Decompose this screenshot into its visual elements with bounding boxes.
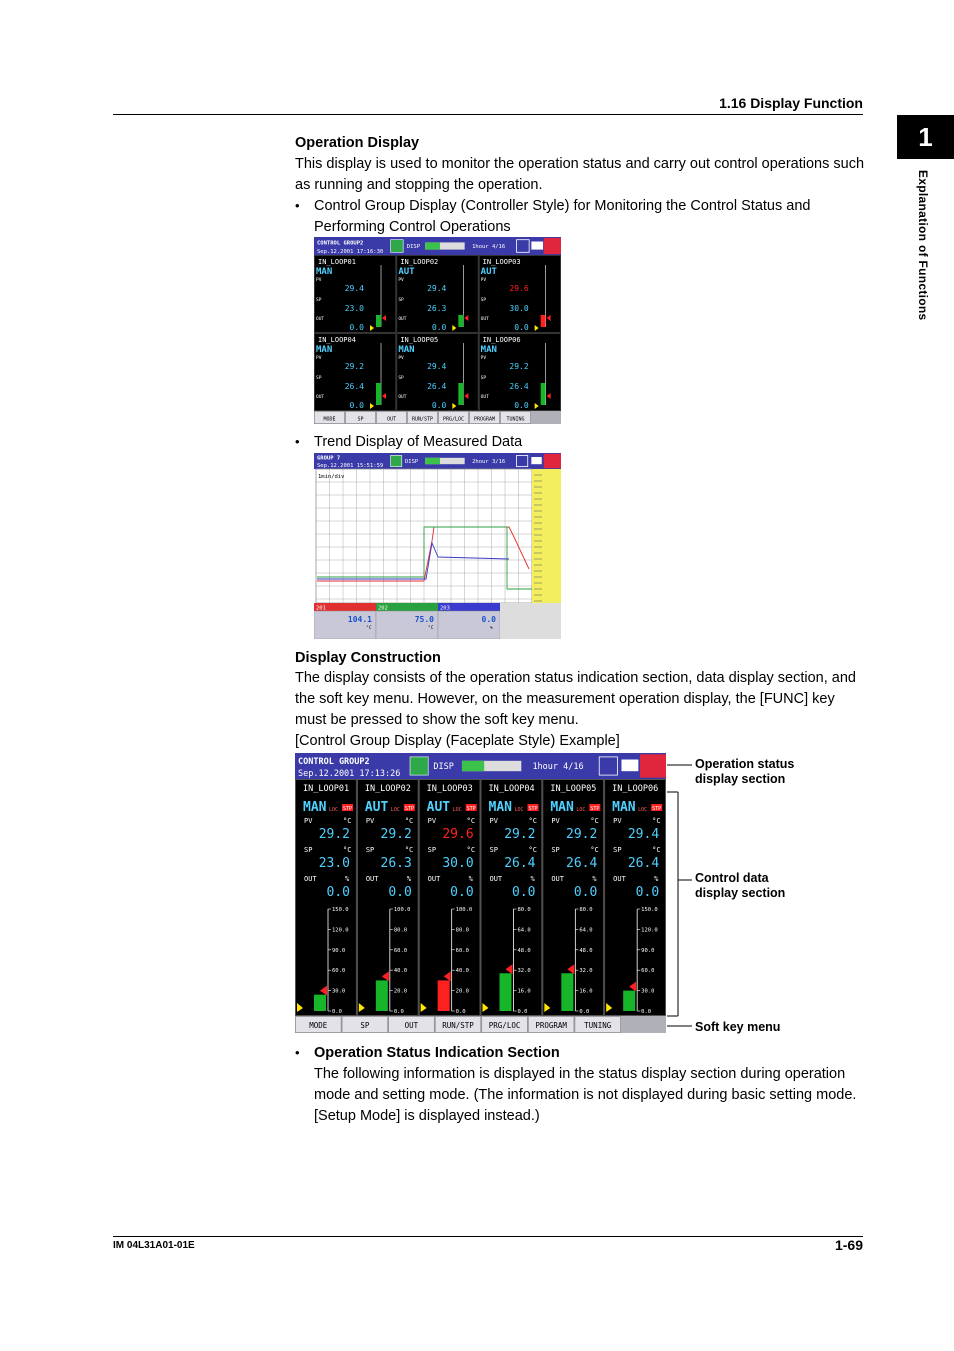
mail-icon <box>621 760 638 772</box>
pv-unit: °C <box>404 817 414 825</box>
out-label: OUT <box>427 875 441 883</box>
hour-page: 1hour 4/16 <box>472 244 506 251</box>
pv-unit: °C <box>590 817 599 825</box>
channel-unit: °C <box>366 626 372 631</box>
sp-unit: °C <box>652 846 661 854</box>
sp-value: 26.3 <box>380 856 412 871</box>
pv-unit: °C <box>466 817 476 825</box>
pv-label: PV <box>316 356 322 361</box>
memory-bar-fill <box>425 458 440 464</box>
softkey-label: OUT <box>386 416 397 423</box>
annotation-softkey: Soft key menu <box>695 1020 781 1034</box>
pv-label: PV <box>551 817 560 825</box>
softkey-label: PROGRAM <box>473 416 496 423</box>
pv-label: PV <box>365 817 375 825</box>
softkey-label: SP <box>357 416 364 423</box>
pv-label: PV <box>613 817 622 825</box>
softkey-label: MODE <box>323 416 336 423</box>
sp-label: SP <box>551 846 560 854</box>
display-construction-heading: Display Construction <box>295 650 441 666</box>
status-section-body: The following information is displayed in the status display section during operation mode and setting mode. (The information is not displayed during basic setting mode. [Setup Mode] is displayed instead.) <box>314 1066 857 1124</box>
loop-mode: AUT <box>364 800 389 815</box>
stp-tag: STP <box>590 806 600 812</box>
loop-name: IN_LOOP05 <box>550 784 597 794</box>
pv-value: 29.4 <box>627 827 660 842</box>
output-bar <box>541 383 546 405</box>
sp-value: 30.0 <box>509 304 529 313</box>
softkey-label: SP <box>360 1021 370 1031</box>
annotation-control: Control data display section <box>695 871 786 900</box>
pv-value: 29.2 <box>344 362 364 371</box>
out-value: 0.0 <box>431 323 447 332</box>
bullet-mark: • <box>295 434 300 449</box>
doc-id: IM 04L31A01-01E <box>113 1240 195 1251</box>
scale-tick-label: 0.0 <box>579 1009 590 1015</box>
out-unit: % <box>592 875 597 883</box>
softkey-label: RUN/STP <box>442 1021 474 1031</box>
out-value: 0.0 <box>326 885 350 900</box>
loop-mode: MAN <box>612 800 636 815</box>
control-group-screenshot <box>314 237 561 424</box>
bullet-trend-display: Trend Display of Measured Data <box>314 434 523 450</box>
out-value: 0.0 <box>573 885 598 900</box>
softkey-label: MODE <box>309 1021 328 1031</box>
stp-tag: STP <box>528 806 538 812</box>
pv-label: PV <box>427 817 437 825</box>
sp-value: 26.4 <box>566 856 598 871</box>
pv-label: PV <box>304 817 313 825</box>
out-label: OUT <box>398 395 407 400</box>
channel-id: 201 <box>316 605 326 612</box>
scale-tick-label: 0.0 <box>641 1009 652 1015</box>
scale-tick-label: 120.0 <box>332 927 349 934</box>
out-label: OUT <box>365 875 379 883</box>
disp-label: DISP <box>406 244 421 251</box>
loop-name: IN_LOOP06 <box>612 784 659 794</box>
out-value: 0.0 <box>450 885 474 900</box>
scale-tick-label: 90.0 <box>332 947 346 954</box>
sp-label: SP <box>365 846 375 854</box>
scale-tick-label: 48.0 <box>517 947 531 954</box>
pv-unit: °C <box>343 817 352 825</box>
scale-tick-label: 90.0 <box>641 947 655 954</box>
out-value: 0.0 <box>514 323 529 332</box>
pv-value: 29.2 <box>504 827 536 842</box>
scale-tick-label: 60.0 <box>455 947 469 954</box>
time-scale-label: 1min/div <box>318 474 345 480</box>
loop-mode: MAN <box>398 345 415 355</box>
mail-icon <box>531 242 543 250</box>
scale-tick-label: 16.0 <box>579 988 593 995</box>
channel-value: 104.1 <box>347 615 372 624</box>
scale-tick-label: 100.0 <box>393 907 411 913</box>
output-bar <box>458 315 463 327</box>
loop-mode: MAN <box>550 800 574 815</box>
out-label: OUT <box>480 317 489 322</box>
scale-tick-label: 100.0 <box>455 907 473 913</box>
group-title: GROUP 7 <box>317 455 341 462</box>
annotation-status: Operation status display section <box>695 757 795 786</box>
group-title: CONTROL GROUP2 <box>317 240 364 247</box>
output-bar <box>623 991 635 1011</box>
loop-mode: MAN <box>303 800 327 815</box>
sp-value: 23.0 <box>344 304 364 313</box>
output-bar <box>376 980 388 1011</box>
scale-tick-label: 32.0 <box>579 968 593 975</box>
scale-tick-label: 30.0 <box>332 988 346 995</box>
date-time: Sep.12.2001 15:51:59 <box>317 463 384 470</box>
output-bar <box>376 315 381 327</box>
pv-value: 29.2 <box>318 827 350 842</box>
softkey-label: PRG/LOC <box>488 1021 521 1031</box>
loop-name: IN_LOOP03 <box>482 258 521 266</box>
scale-tick-label: 150.0 <box>641 907 658 913</box>
loc-tag: LOC <box>390 807 400 813</box>
section-title: 1.16 Display Function <box>719 95 863 111</box>
bullet-mark: • <box>295 1045 300 1060</box>
output-bar <box>314 995 326 1011</box>
out-label: OUT <box>316 395 325 400</box>
sp-value: 26.4 <box>504 856 536 871</box>
disp-label: DISP <box>404 458 419 465</box>
scale-tick-label: 64.0 <box>579 927 593 934</box>
loop-name: IN_LOOP06 <box>482 336 521 344</box>
operation-display-heading: Operation Display <box>295 135 420 151</box>
sp-label: SP <box>316 298 322 303</box>
sp-label: SP <box>613 846 622 854</box>
out-label: OUT <box>480 395 489 400</box>
group-title: CONTROL GROUP2 <box>298 756 370 767</box>
scale-tick-label: 0.0 <box>393 1009 404 1015</box>
output-bar <box>376 383 381 405</box>
pv-unit: °C <box>652 817 661 825</box>
pv-value: 29.6 <box>442 827 474 842</box>
memory-bar-fill <box>425 242 440 249</box>
softkey-label: TUNING <box>584 1021 612 1031</box>
pv-label: PV <box>489 817 498 825</box>
out-unit: % <box>406 875 412 883</box>
pv-value: 29.4 <box>427 284 447 293</box>
softkey-label: PRG/LOC <box>442 416 465 423</box>
mail-icon <box>531 457 541 464</box>
loop-name: IN_LOOP05 <box>400 336 439 344</box>
out-value: 0.0 <box>635 885 660 900</box>
sp-unit: °C <box>528 846 537 854</box>
hour-page: 2hour 3/16 <box>472 458 506 465</box>
scale-tick-label: 150.0 <box>332 907 349 913</box>
loop-mode: AUT <box>398 267 415 277</box>
faceplate-example-caption: [Control Group Display (Faceplate Style) Example] <box>295 733 620 749</box>
chapter-tab: 1 <box>897 115 954 159</box>
scale-tick-label: 80.0 <box>393 927 408 934</box>
channel-unit: °C <box>428 626 434 631</box>
side-label: Explanation of Functions <box>916 170 930 321</box>
out-value: 0.0 <box>514 401 529 410</box>
scale-tick-label: 64.0 <box>517 927 531 934</box>
sp-value: 26.4 <box>427 382 447 391</box>
trend-icon <box>410 757 428 775</box>
softkey-label: PROGRAM <box>535 1021 567 1031</box>
output-bar <box>541 315 546 327</box>
stp-tag: STP <box>466 806 476 812</box>
loop-name: IN_LOOP02 <box>400 258 439 266</box>
sp-label: SP <box>480 376 487 381</box>
out-label: OUT <box>316 317 325 322</box>
out-label: OUT <box>304 875 317 883</box>
faceplate-screenshot <box>295 753 666 1033</box>
trend-icon <box>391 455 402 466</box>
scale-tick-label: 0.0 <box>332 1009 342 1015</box>
scale-tick-label: 60.0 <box>641 968 655 975</box>
alarm-icon <box>640 754 666 777</box>
sp-label: SP <box>489 846 498 854</box>
loop-mode: MAN <box>488 800 512 815</box>
pv-value: 29.2 <box>380 827 412 842</box>
memory-bar-fill <box>462 761 484 771</box>
pv-value: 29.2 <box>566 827 598 842</box>
sp-label: SP <box>398 376 404 381</box>
scale-tick-label: 0.0 <box>517 1009 528 1015</box>
operation-display-body: This display is used to monitor the operation status and carry out control operations such as running and stopping the operation. <box>295 156 865 193</box>
output-bar <box>500 973 512 1011</box>
scale-tick-label: 120.0 <box>641 927 658 934</box>
pv-label: PV <box>480 278 487 283</box>
loop-name: IN_LOOP04 <box>318 336 356 344</box>
stp-tag: STP <box>652 806 662 812</box>
sp-label: SP <box>316 376 322 381</box>
sp-unit: °C <box>466 846 476 854</box>
pv-label: PV <box>398 356 404 361</box>
softkey-label: OUT <box>404 1021 419 1031</box>
out-label: OUT <box>551 875 564 883</box>
loop-mode: AUT <box>480 267 497 277</box>
scale-tick-label: 20.0 <box>455 988 469 995</box>
sp-value: 26.4 <box>344 382 364 391</box>
alarm-icon <box>544 238 561 254</box>
sp-unit: °C <box>404 846 414 854</box>
pv-value: 29.2 <box>509 362 529 371</box>
annotation-brackets <box>664 755 696 1035</box>
sp-value: 23.0 <box>318 856 350 871</box>
channel-unit: % <box>490 626 493 631</box>
scale-tick-label: 48.0 <box>579 947 593 954</box>
output-bar <box>438 980 450 1011</box>
out-value: 0.0 <box>349 323 364 332</box>
loop-name: IN_LOOP03 <box>426 784 473 794</box>
sp-unit: °C <box>343 846 352 854</box>
out-label: OUT <box>613 875 626 883</box>
sp-label: SP <box>480 298 487 303</box>
scale-tick-label: 32.0 <box>517 968 531 975</box>
trend-display-screenshot <box>314 453 561 639</box>
bullet-mark: • <box>295 198 300 213</box>
scale-tick-label: 80.0 <box>579 907 593 913</box>
pv-label: PV <box>480 356 487 361</box>
page-number: 1-69 <box>834 1237 863 1253</box>
date-time: Sep.12.2001 17:16:30 <box>317 248 384 255</box>
channel-value: 0.0 <box>481 615 496 624</box>
loop-mode: MAN <box>480 345 497 355</box>
stp-tag: STP <box>404 806 414 812</box>
hour-page: 1hour 4/16 <box>532 762 584 773</box>
out-label: OUT <box>398 317 407 322</box>
sp-label: SP <box>427 846 437 854</box>
loop-name: IN_LOOP04 <box>488 784 535 794</box>
header-rule <box>113 114 863 115</box>
loop-mode: MAN <box>316 345 333 355</box>
output-bar <box>458 383 463 405</box>
scale-tick-label: 40.0 <box>393 968 408 975</box>
stp-tag: STP <box>343 806 353 812</box>
channel-id: 203 <box>440 605 450 612</box>
sp-value: 30.0 <box>442 856 474 871</box>
loc-tag: LOC <box>638 807 648 813</box>
loc-tag: LOC <box>576 807 586 813</box>
softkey-label: RUN/STP <box>411 416 434 423</box>
loop-mode: MAN <box>316 267 333 277</box>
loop-name: IN_LOOP02 <box>364 784 411 794</box>
alarm-icon <box>544 454 561 468</box>
status-section-heading: Operation Status Indication Section <box>314 1045 560 1061</box>
out-unit: % <box>345 875 350 883</box>
channel-id: 202 <box>378 605 388 612</box>
loc-tag: LOC <box>329 807 339 813</box>
out-unit: % <box>468 875 473 883</box>
footer-rule <box>113 1236 863 1237</box>
loc-tag: LOC <box>514 807 524 813</box>
sp-value: 26.4 <box>509 382 529 391</box>
output-bar <box>561 973 573 1011</box>
scale-tick-label: 80.0 <box>517 907 531 913</box>
display-construction-body: The display consists of the operation status indication section, data display section, and the soft key menu. However, on the measurement operation display, the [FUNC] key must be pressed to show the soft key menu. <box>295 670 856 728</box>
softkey-label: TUNING <box>506 416 525 423</box>
scale-tick-label: 0.0 <box>455 1009 466 1015</box>
scale-tick-label: 16.0 <box>517 988 531 995</box>
loop-name: IN_LOOP01 <box>318 258 356 266</box>
loc-tag: LOC <box>452 807 462 813</box>
pv-label: PV <box>316 278 322 283</box>
trend-icon <box>391 240 404 253</box>
sp-label: SP <box>304 846 313 854</box>
sp-label: SP <box>398 298 404 303</box>
loop-name: IN_LOOP01 <box>303 784 350 794</box>
date-time: Sep.12.2001 17:13:26 <box>298 768 401 779</box>
sp-value: 26.4 <box>627 856 660 871</box>
out-unit: % <box>530 875 535 883</box>
channel-empty <box>500 603 561 639</box>
disp-label: DISP <box>433 762 454 773</box>
out-value: 0.0 <box>431 401 447 410</box>
scale-tick-label: 20.0 <box>393 988 408 995</box>
pv-value: 29.6 <box>509 284 529 293</box>
scale-tick-label: 60.0 <box>332 968 346 975</box>
out-label: OUT <box>489 875 503 883</box>
scale-tick-label: 40.0 <box>455 968 469 975</box>
out-unit: % <box>654 875 659 883</box>
pv-unit: °C <box>528 817 537 825</box>
loop-mode: AUT <box>426 800 451 815</box>
out-value: 0.0 <box>388 885 412 900</box>
sp-unit: °C <box>590 846 599 854</box>
scale-tick-label: 30.0 <box>641 988 655 995</box>
out-value: 0.0 <box>349 401 364 410</box>
bullet-controller-style: Control Group Display (Controller Style) for Monitoring the Control Status and Performing Control Operations <box>314 198 811 235</box>
scale-tick-label: 60.0 <box>393 947 408 954</box>
channel-value: 75.0 <box>414 615 434 624</box>
pv-label: PV <box>398 278 404 283</box>
scale-tick-label: 80.0 <box>455 927 469 934</box>
sp-value: 26.3 <box>427 304 447 313</box>
pv-value: 29.4 <box>344 284 364 293</box>
out-value: 0.0 <box>512 885 536 900</box>
pv-value: 29.4 <box>427 362 447 371</box>
